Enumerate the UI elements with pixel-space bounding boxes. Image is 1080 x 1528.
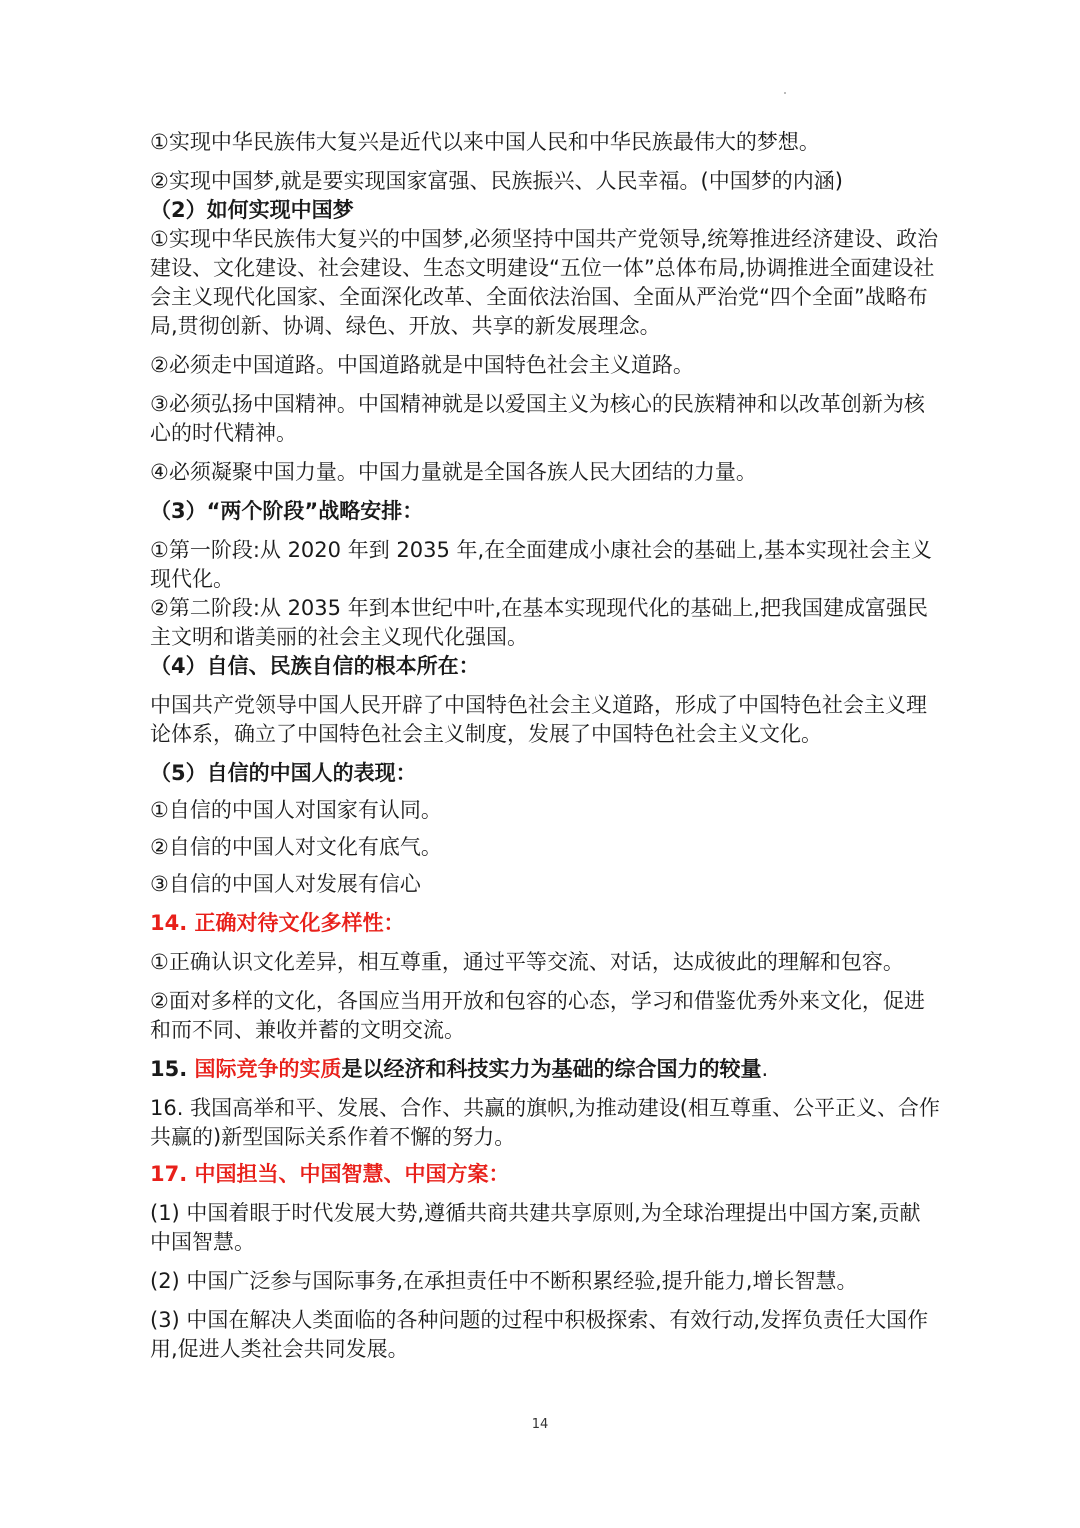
paragraph-confident-1: ①自信的中国人对国家有认同。 — [150, 798, 442, 822]
paragraph-realize-1: ①实现中华民族伟大复兴的中国梦,必须坚持中国共产党领导,统筹推进经济建设、政治建设、文化建设、社会建设、生态文明建设“五位一体”总体布局,协调推进全面建设社会主义现代化国家、全面深化改革、全面依法治国、全面从严治党“四个全面”战略布局,贯彻创新、协调、绿色、开放、共享的新发展理念。 — [150, 227, 939, 338]
paragraph-realize-2: ②必须走中国道路。中国道路就是中国特色社会主义道路。 — [150, 353, 694, 377]
heading-how-to-realize: （2）如何实现中国梦 — [150, 198, 354, 222]
heading-china-solution: 17. 中国担当、中国智慧、中国方案： — [150, 1162, 510, 1186]
paragraph-realize-3: ③必须弘扬中国精神。中国精神就是以爱国主义为核心的民族精神和以改革创新为核心的时代精神。 — [150, 392, 925, 445]
heading-confident-people: （5）自信的中国人的表现： — [150, 761, 417, 785]
page-content — [150, 128, 940, 1364]
paragraph-international-competition — [150, 1055, 940, 1084]
scan-speck — [784, 92, 786, 94]
paragraph-dream-1: ①实现中华民族伟大复兴是近代以来中国人民和中华民族最伟大的梦想。 — [150, 130, 820, 154]
paragraph-solution-2: (2) 中国广泛参与国际事务,在承担责任中不断积累经验,提升能力,增长智慧。 — [150, 1269, 858, 1293]
paragraph-dream-2: ②实现中国梦,就是要实现国家富强、民族振兴、人民幸福。(中国梦的内涵) — [150, 169, 843, 193]
heading-confidence-root: （4）自信、民族自信的根本所在： — [150, 654, 480, 678]
paragraph-solution-3: (3) 中国在解决人类面临的各种问题的过程中积极探索、有效行动,发挥负责任大国作用,促进人类社会共同发展。 — [150, 1308, 929, 1361]
paragraph-diversity-2: ②面对多样的文化，各国应当用开放和包容的心态，学习和借鉴优秀外来文化，促进和而不同、兼收并蓄的文明交流。 — [150, 989, 925, 1042]
paragraph-confidence-root: 中国共产党领导中国人民开辟了中国特色社会主义道路，形成了中国特色社会主义理论体系，确立了中国特色社会主义制度，发展了中国特色社会主义文化。 — [150, 693, 927, 746]
paragraph-diversity-1: ①正确认识文化差异，相互尊重，通过平等交流、对话，达成彼此的理解和包容。 — [150, 950, 904, 974]
item-15-number: 15. — [150, 1057, 195, 1081]
paragraph-stage-2: ②第二阶段:从 2035 年到本世纪中叶,在基本实现现代化的基础上,把我国建成富强民主文明和谐美丽的社会主义现代化强国。 — [150, 596, 929, 649]
heading-cultural-diversity: 14. 正确对待文化多样性： — [150, 911, 405, 935]
paragraph-stage-1: ①第一阶段:从 2020 年到 2035 年,在全面建成小康社会的基础上,基本实现社会主义现代化。 — [150, 538, 932, 591]
item-15-highlight: 国际竞争的实质 — [194, 1057, 342, 1081]
heading-two-stages: （3）“两个阶段”战略安排： — [150, 499, 424, 523]
paragraph-realize-4: ④必须凝聚中国力量。中国力量就是全国各族人民大团结的力量。 — [150, 460, 757, 484]
item-15-text: 是以经济和科技实力为基础的综合国力的较量 — [341, 1057, 762, 1081]
paragraph-confident-3: ③自信的中国人对发展有信心 — [150, 872, 421, 896]
paragraph-item-16: 16. 我国高举和平、发展、合作、共赢的旗帜,为推动建设(相互尊重、公平正义、合作共赢的)新型国际关系作着不懈的努力。 — [150, 1096, 940, 1149]
page-number: 14 — [531, 1417, 549, 1432]
paragraph-confident-2: ②自信的中国人对文化有底气。 — [150, 835, 442, 859]
item-15-period: . — [761, 1057, 769, 1081]
paragraph-solution-1: (1) 中国着眼于时代发展大势,遵循共商共建共享原则,为全球治理提出中国方案,贡献中国智慧。 — [150, 1201, 921, 1254]
